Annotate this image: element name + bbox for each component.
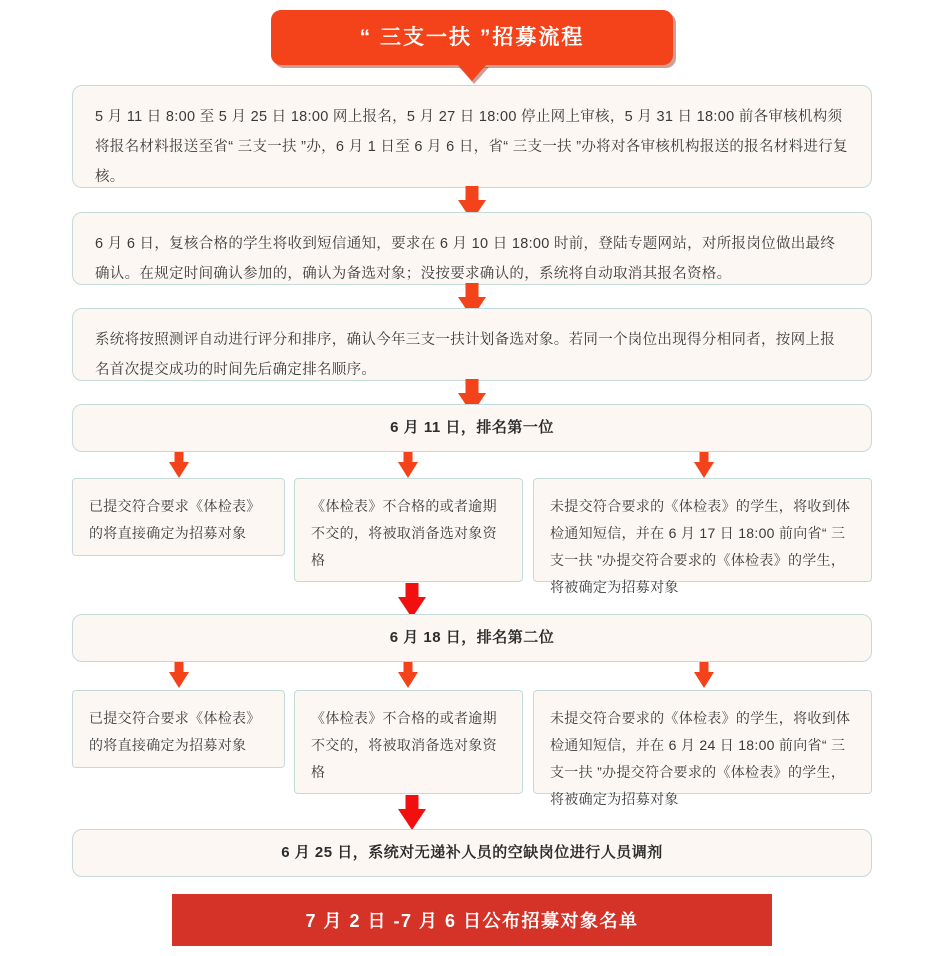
down-arrow-icon bbox=[397, 452, 419, 478]
down-arrow-icon bbox=[397, 795, 427, 830]
rank-second-column-not-submitted-notice bbox=[533, 690, 872, 807]
step-scoring-text: 系统将按照测评自动进行评分和排序，确认今年三支一扶计划备选对象。若同一个岗位出现得分相同者，按网上报名首次提交成功的时间先后确定排名顺序。 bbox=[95, 332, 835, 378]
header-banner bbox=[271, 10, 673, 65]
down-arrow-icon bbox=[693, 452, 715, 478]
rank-second-heading-box bbox=[72, 614, 872, 662]
column-text: 已提交符合要求《体检表》的将直接确定为招募对象 bbox=[89, 498, 261, 541]
down-arrow-icon bbox=[693, 662, 715, 688]
rank-second-column-submitted-qualified bbox=[72, 690, 285, 768]
rank-first-heading: 6 月 11 日，排名第一位 bbox=[390, 419, 554, 436]
column-text: 未提交符合要求的《体检表》的学生，将收到体检通知短信，并在 6 月 24 日 18:00 前向省“ 三支一扶 ”办提交符合要求的《体检表》的学生，将被确定为招募对象 bbox=[550, 710, 851, 807]
step-registration-box bbox=[72, 85, 872, 188]
step-adjustment-text: 6 月 25 日，系统对无递补人员的空缺岗位进行人员调剂 bbox=[281, 844, 663, 861]
footer-announcement-bar bbox=[172, 894, 772, 946]
step-confirmation-text: 6 月 6 日，复核合格的学生将收到短信通知，要求在 6 月 10 日 18:00 时前，登陆专题网站，对所报岗位做出最终确认。在规定时间确认参加的，确认为备选对象；没按要求确认的，系统将自动取消其报名资格。 bbox=[95, 236, 836, 282]
rank-first-column-submitted-qualified bbox=[72, 478, 285, 556]
down-arrow-icon bbox=[168, 452, 190, 478]
step-scoring-box bbox=[72, 308, 872, 381]
column-text: 未提交符合要求的《体检表》的学生，将收到体检通知短信，并在 6 月 17 日 18:00 前向省“ 三支一扶 ”办提交符合要求的《体检表》的学生，将被确定为招募对象 bbox=[550, 498, 851, 595]
rank-second-heading: 6 月 18 日，排名第二位 bbox=[389, 629, 555, 646]
rank-first-heading-box bbox=[72, 404, 872, 452]
column-text: 已提交符合要求《体检表》的将直接确定为招募对象 bbox=[89, 710, 261, 753]
step-registration-text: 5 月 11 日 8:00 至 5 月 25 日 18:00 网上报名，5 月 27 日 18:00 停止网上审核，5 月 31 日 18:00 前各审核机构须将报名材料报送至省“ 三支一扶 ”办，6 月 1 日至 6 月 6 日，省“ 三支一扶 ”办将对各审核机构报送的报名材料进行复核。 bbox=[95, 109, 848, 185]
column-text: 《体检表》不合格的或者逾期不交的，将被取消备选对象资格 bbox=[311, 710, 497, 780]
page-title: “ 三支一扶 ”招募流程 bbox=[359, 26, 585, 49]
down-arrow-icon bbox=[168, 662, 190, 688]
down-arrow-icon bbox=[397, 662, 419, 688]
rank-first-column-not-submitted-notice bbox=[533, 478, 872, 595]
step-confirmation-box bbox=[72, 212, 872, 285]
header-banner-container bbox=[0, 10, 944, 65]
rank-first-column-unqualified-or-overdue bbox=[294, 478, 523, 582]
banner-pointer-icon bbox=[457, 64, 487, 81]
rank-second-column-unqualified-or-overdue bbox=[294, 690, 523, 794]
column-text: 《体检表》不合格的或者逾期不交的，将被取消备选对象资格 bbox=[311, 498, 497, 568]
footer-announcement-text: 7 月 2 日 -7 月 6 日公布招募对象名单 bbox=[305, 911, 639, 931]
step-adjustment-box bbox=[72, 829, 872, 877]
down-arrow-icon bbox=[397, 583, 427, 618]
